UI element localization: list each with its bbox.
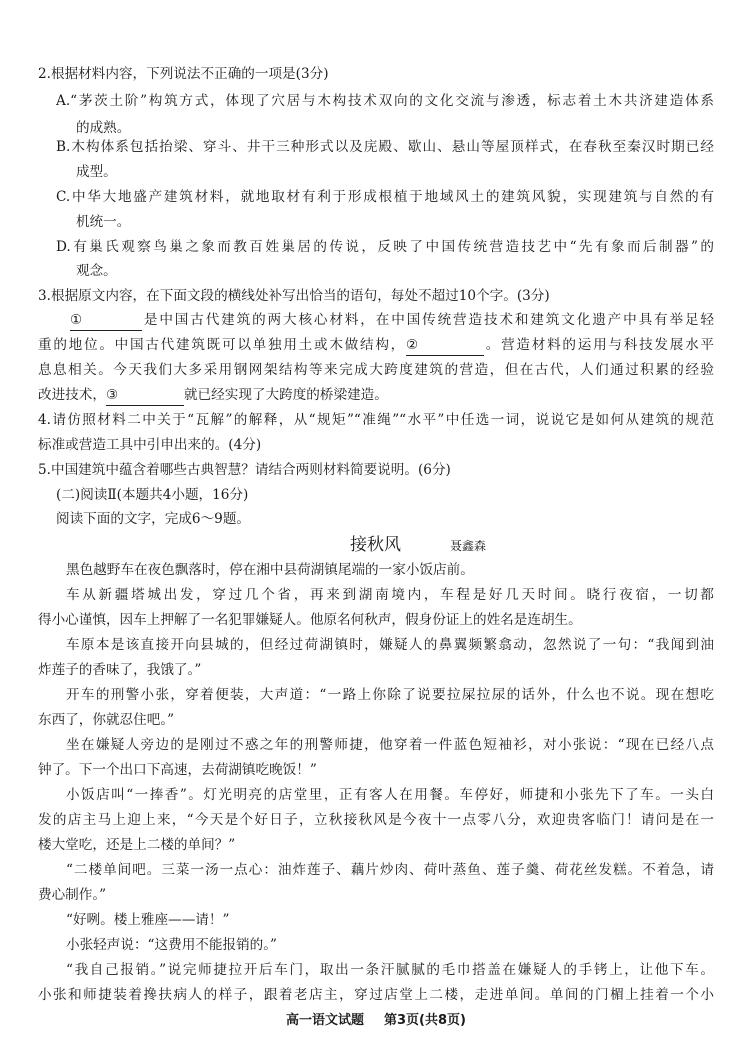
q2-option-b-cont: 成型。 — [76, 164, 117, 180]
story-paragraph-cont: 楼大堂吃，还是上二楼的单间？” — [38, 837, 236, 853]
story-paragraph-cont: 发的店主马上迎上来，“今天是个好日子，立秋接秋风是今夜十一点零八分，欢迎贵客临门！请问是在一 — [38, 812, 714, 828]
answer-blank-1[interactable]: ① — [70, 310, 142, 331]
story-paragraph-cont: 小张和师捷装着搀扶病人的样子，跟着老店主，穿过店堂上二楼，走进单间。单间的门楣上挂着一个小 — [38, 987, 714, 1003]
story-paragraph: 小张轻声说：“这费用不能报销的。” — [66, 937, 278, 953]
story-paragraph: 开车的刑警小张，穿着便装，大声道：“一路上你除了说要拉屎拉尿的话外，什么也不说。现在想吃 — [66, 687, 714, 703]
q4-line-2: 标准或营造工具中引申出来的。(4分) — [38, 437, 262, 453]
q2-option-c-cont: 机统一。 — [76, 214, 131, 230]
story-paragraph-cont: 东西了，你就忍住吧。” — [38, 712, 175, 728]
footer-page-number: 第3页(共8页) — [384, 1013, 466, 1028]
story-paragraph: 车从新疆塔城出发，穿过几个省，再来到湖南境内，车程是好几天时间。晓行夜宿，一切都 — [66, 587, 714, 603]
q4-line-1: 4.请仿照材料二中关于“瓦解”的解释，从“规矩”“准绳”“水平”中任选一词，说说它是如何从建筑的规范 — [38, 412, 714, 428]
footer-subject: 高一语文试题 — [286, 1013, 365, 1028]
section-instruction: 阅读下面的文字，完成6～9题。 — [56, 511, 251, 527]
q3-line-3: 息息相关。今天我们大多采用钢网架结构等来完成大跨度建筑的营造，但在古代，人们通过积累的经验 — [38, 362, 714, 378]
q2-option-a: A.“茅茨土阶”构筑方式，体现了穴居与木构技术双向的文化交流与渗透，标志着土木共济建造体系 — [56, 93, 714, 109]
q3-line-4: 改进技术，③ 就已经实现了大跨度的桥梁建造。 — [38, 383, 714, 408]
story-paragraph-cont: 炸莲子的香味了，我饿了。” — [38, 662, 202, 678]
q2-option-c: C.中华大地盛产建筑材料，就地取材有利于形成根植于地域风土的建筑风貌，实现建筑与自然的有 — [56, 189, 714, 205]
q2-option-a-cont: 的成熟。 — [76, 120, 131, 136]
q2-option-b: B.木构体系包括抬梁、穿斗、井干三种形式以及庑殿、歇山、悬山等屋顶样式，在春秋至秦汉时期已经 — [56, 139, 714, 155]
story-paragraph-cont: 钟了。下一个出口下高速，去荷湖镇吃晚饭！” — [38, 762, 317, 778]
q3-stem: 3.根据原文内容，在下面文段的横线处补写出恰当的语句，每处不超过10个字。(3分) — [38, 288, 550, 304]
section-heading: (二)阅读Ⅱ(本题共4小题，16分) — [56, 487, 249, 503]
story-paragraph: “二楼单间吧。三菜一汤一点心：油炸莲子、藕片炒肉、荷叶蒸鱼、莲子羹、荷花丝发糕。不着急，请 — [66, 862, 714, 878]
page-footer — [0, 1010, 752, 1032]
q2-stem: 2.根据材料内容，下列说法不正确的一项是(3分) — [38, 66, 329, 82]
story-paragraph-cont: 得小心谨慎，因车上押解了一名犯罪嫌疑人。他原名何秋声，假身份证上的姓名是连胡生。 — [38, 612, 582, 628]
q5-line-1: 5.中国建筑中蕴含着哪些古典智慧？请结合两则材料简要说明。(6分) — [38, 462, 451, 478]
story-paragraph: 车原本是该直接开向县城的，但经过荷湖镇时，嫌疑人的鼻翼频繁翕动，忽然说了一句：“我闻到油 — [66, 637, 714, 653]
story-paragraph: 小饭店叫“一捧香”。灯光明亮的店堂里，正有客人在用餐。车停好，师捷和小张先下了车。一头白 — [66, 787, 714, 803]
story-title: 接秋风 — [350, 535, 401, 555]
q2-option-d-cont: 观念。 — [76, 263, 117, 279]
story-paragraph-cont: 费心制作。” — [38, 887, 107, 903]
q3-line-1: ① 是中国古代建筑的两大核心材料，在中国传统营造技术和建筑文化遗产中具有举足轻 — [70, 308, 714, 333]
answer-blank-3[interactable]: ③ — [106, 385, 184, 406]
story-paragraph: “我自己报销。”说完师捷拉开后车门，取出一条汗腻腻的毛巾搭盖在嫌疑人的手铐上，让他下车。 — [66, 962, 714, 978]
story-author: 聂鑫森 — [450, 539, 487, 553]
q3-line-2: 重的地位。中国古代建筑既可以单独用土或木做结构，② 。营造材料的运用与科技发展水平 — [38, 333, 714, 358]
answer-blank-2[interactable]: ② — [406, 335, 484, 356]
story-paragraph: “好咧。楼上雅座——请！” — [66, 912, 230, 928]
q2-option-d: D.有巢氏观察鸟巢之象而教百姓巢居的传说，反映了中国传统营造技艺中“先有象而后制器”的 — [56, 239, 714, 255]
story-paragraph: 黑色越野车在夜色飘落时，停在湘中县荷湖镇尾端的一家小饭店前。 — [66, 562, 474, 578]
story-paragraph: 坐在嫌疑人旁边的是刚过不惑之年的刑警师捷，他穿着一件蓝色短袖衫，对小张说：“现在已经八点 — [66, 737, 714, 753]
